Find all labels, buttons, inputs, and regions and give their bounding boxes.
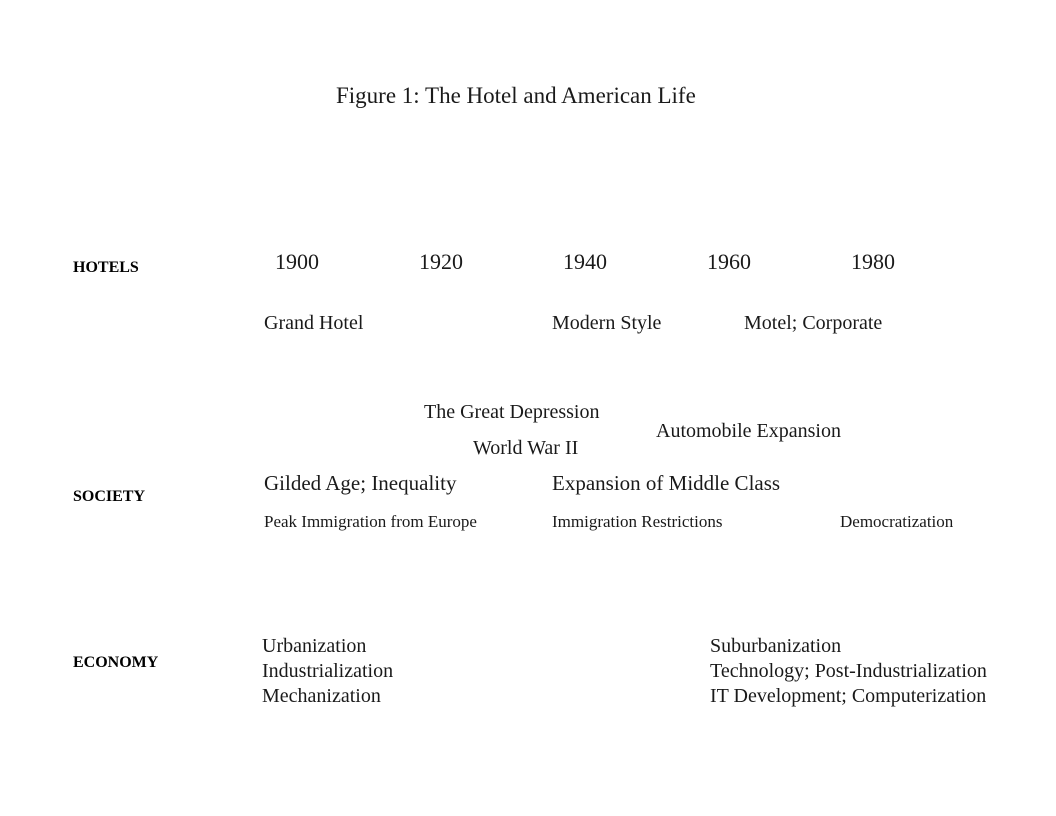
economy-late-list: [710, 634, 987, 709]
society-automobile-expansion: Automobile Expansion: [656, 420, 841, 442]
economy-computerization: IT Development; Computerization: [710, 685, 987, 707]
economy-post-industrialization: Technology; Post-Industrialization: [710, 660, 987, 682]
economy-industrialization: Industrialization: [262, 660, 394, 682]
society-gilded-age: Gilded Age; Inequality: [264, 471, 457, 495]
society-peak-immigration: Peak Immigration from Europe: [264, 512, 477, 531]
year-1920: 1920: [419, 249, 463, 274]
economy-mechanization: Mechanization: [262, 685, 381, 707]
row-label-society: SOCIETY: [73, 488, 146, 505]
society-world-war-ii: World War II: [473, 437, 579, 459]
society-middle-class: Expansion of Middle Class: [552, 471, 781, 495]
hotel-motel-corporate: Motel; Corporate: [744, 312, 883, 334]
figure-title: Figure 1: The Hotel and American Life: [336, 83, 696, 108]
hotel-modern-style: Modern Style: [552, 312, 662, 334]
year-1960: 1960: [707, 249, 751, 274]
row-label-economy: ECONOMY: [73, 654, 159, 671]
economy-urbanization: Urbanization: [262, 635, 367, 657]
economy-suburbanization: Suburbanization: [710, 635, 842, 657]
economy-early-list: [262, 634, 393, 709]
hotel-grand: Grand Hotel: [264, 312, 364, 334]
society-immigration-restrictions: Immigration Restrictions: [552, 512, 723, 531]
society-democratization: Democratization: [840, 512, 954, 531]
year-1980: 1980: [851, 249, 895, 274]
year-1940: 1940: [563, 249, 607, 274]
society-great-depression: The Great Depression: [424, 401, 600, 423]
year-1900: 1900: [275, 249, 319, 274]
row-label-hotels: HOTELS: [73, 259, 139, 276]
